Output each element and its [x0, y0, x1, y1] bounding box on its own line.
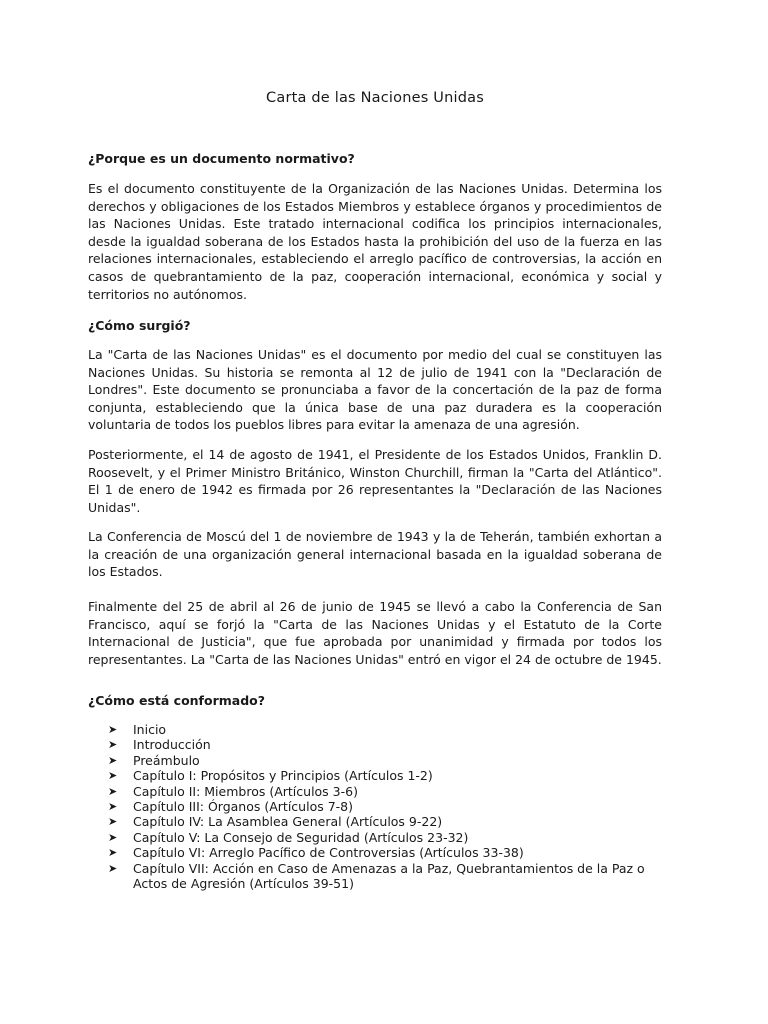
paragraph-surgio-3: La Conferencia de Moscú del 1 de noviembre de 1943 y la de Teherán, también exhortan a la creación de una organización general internacional basada en la igualdad soberana de los Estados. — [88, 529, 662, 580]
arrow-bullet-icon: ➤ — [108, 800, 118, 814]
list-item — [108, 768, 668, 783]
arrow-bullet-icon: ➤ — [108, 753, 118, 767]
list-item — [108, 722, 668, 737]
list-item — [108, 784, 668, 799]
arrow-bullet-icon: ➤ — [108, 769, 118, 783]
arrow-bullet-icon: ➤ — [108, 723, 118, 736]
paragraph-surgio-2: Posteriormente, el 14 de agosto de 1941, el Presidente de los Estados Unidos, Franklin D. Roosevelt, y el Primer Ministro Británico, Winston Churchill, firman la "Carta del Atlántico". El 1 de enero de 1942 es firmada por 26 representantes la "Declaración de las Naciones Unidas". — [88, 447, 662, 515]
arrow-bullet-icon: ➤ — [108, 846, 118, 860]
list-item — [108, 753, 668, 768]
arrow-bullet-icon: ➤ — [108, 738, 118, 752]
list-item-text: Capítulo IV: La Asamblea General (Artículos 9-22) — [133, 814, 443, 830]
list-item-text: Preámbulo — [133, 752, 200, 768]
list-item — [108, 799, 668, 814]
list-item-text: Capítulo II: Miembros (Artículos 3-6) — [133, 783, 358, 799]
list-item — [108, 845, 668, 860]
arrow-bullet-icon: ➤ — [108, 830, 118, 844]
list-item — [108, 814, 668, 829]
list-item-text: Capítulo VI: Arreglo Pacífico de Controversias (Artículos 33-38) — [133, 845, 524, 861]
document-title: Carta de las Naciones Unidas — [266, 90, 484, 106]
arrow-bullet-icon: ➤ — [108, 784, 118, 798]
arrow-bullet-icon: ➤ — [108, 815, 118, 829]
list-item — [108, 830, 668, 845]
section-heading-surgio: ¿Cómo surgió? — [88, 318, 191, 333]
list-item-text: Inicio — [133, 722, 167, 737]
list-item-text: Introducción — [133, 737, 211, 753]
section-heading-normativo: ¿Porque es un documento normativo? — [88, 151, 355, 166]
list-item — [108, 737, 668, 752]
list-item-text: Capítulo VII: Acción en Caso de Amenazas a la Paz, Quebrantamientos de la Paz o Actos de Agresión (Artículos 39-51) — [133, 860, 645, 892]
list-item — [108, 861, 668, 892]
list-item-text: Capítulo V: La Consejo de Seguridad (Artículos 23-32) — [133, 829, 469, 845]
section-heading-conformado: ¿Cómo está conformado? — [88, 693, 265, 708]
paragraph-surgio-4: Finalmente del 25 de abril al 26 de junio de 1945 se llevó a cabo la Conferencia de San Francisco, aquí se forjó la "Carta de las Naciones Unidas y el Estatuto de la Corte Internacional de Justicia", que fue aprobada por unanimidad y firmada por todos los representantes. La "Carta de las Naciones Unidas" entró en vigor el 24 de octubre de 1945. — [88, 599, 662, 667]
list-item-text: Capítulo I: Propósitos y Principios (Artículos 1-2) — [133, 768, 433, 784]
list-item-text: Capítulo III: Órganos (Artículos 7-8) — [133, 799, 354, 815]
paragraph-normativo: Es el documento constituyente de la Organización de las Naciones Unidas. Determina los derechos y obligaciones de los Estados Miembros y establece órganos y procedimientos de las Naciones Unidas. Este tratado internacional codifica los principios internacionales, desde la igualdad soberana de los Estados hasta la prohibición del uso de la fuerza en las relaciones internacionales, estableciendo el arreglo pacífico de controversias, la acción en casos de quebrantamiento de la paz, cooperación internacional, económica y social y territorios no autónomos. — [88, 181, 662, 302]
arrow-bullet-icon: ➤ — [108, 861, 118, 875]
table-of-contents-list — [108, 722, 668, 891]
paragraph-surgio-1: La "Carta de las Naciones Unidas" es el documento por medio del cual se constituyen las Naciones Unidas. Su historia se remonta al 12 de julio de 1941 con la "Declaración de Londres". Este documento se pronunciaba a favor de la concertación de la paz de forma conjunta, estableciendo que la única base de una paz duradera es la cooperación voluntaria de todos los pueblos libres para evitar la amenaza de una agresión. — [88, 347, 662, 433]
